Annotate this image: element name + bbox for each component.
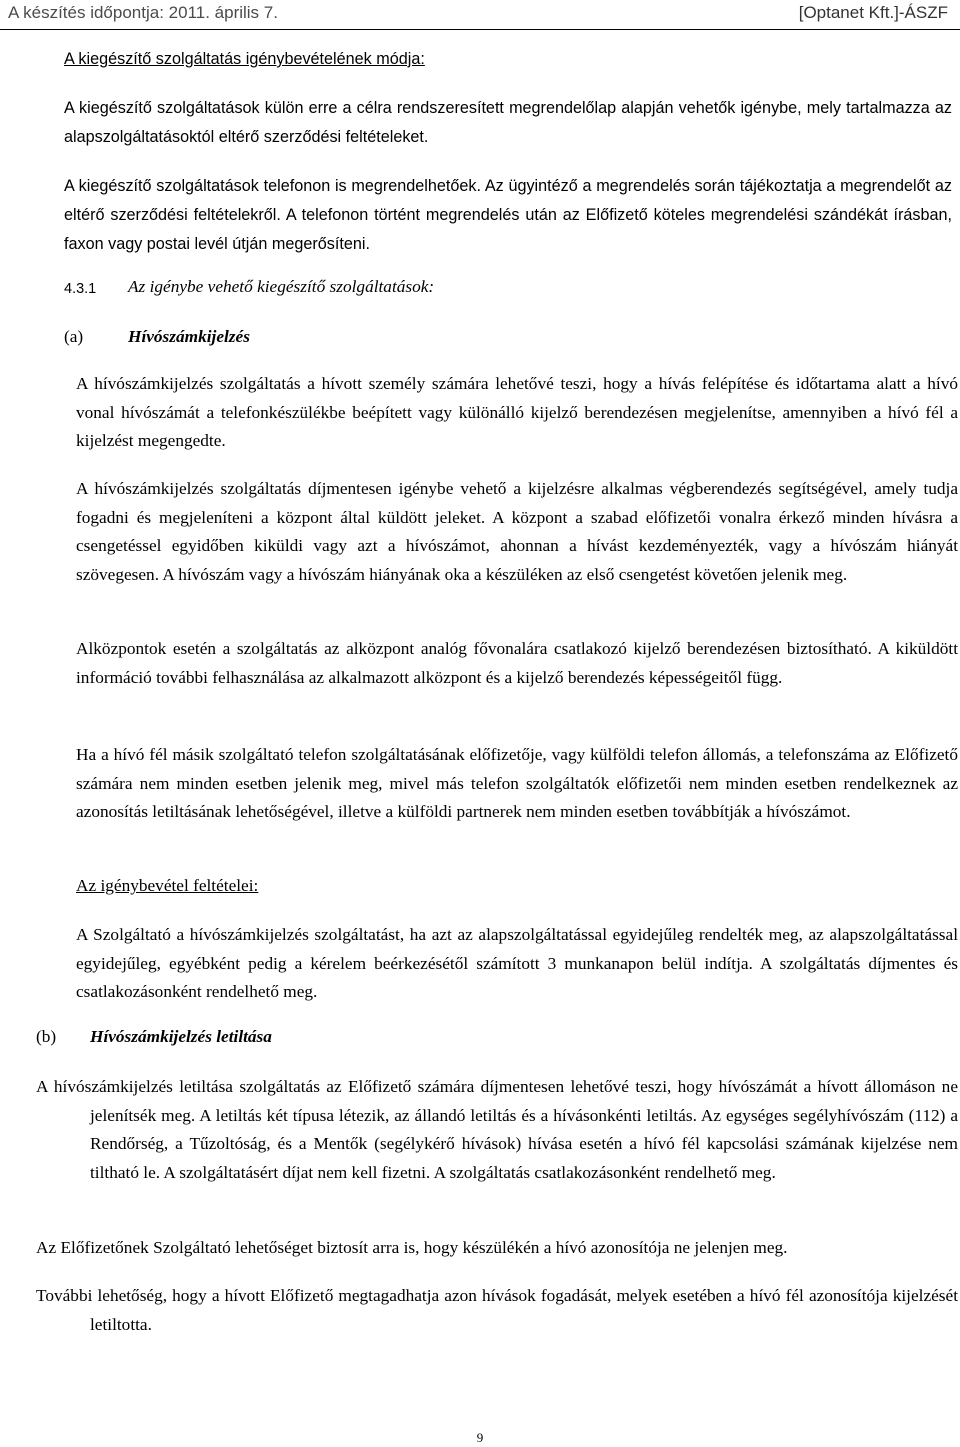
item-a-title: Hívószámkijelzés (128, 327, 250, 346)
intro-paragraph-1: A kiegészítő szolgáltatások külön erre a célra rendszeresített megrendelőlap alapján vehetők igénybe, mely tartalmazza az alapszolgáltatásoktól eltérő szerződési feltételeket. (64, 99, 952, 146)
document-date: A készítés időpontja: 2011. április 7. (8, 3, 278, 22)
page-header (0, 3, 960, 27)
page-number: 9 (476, 1430, 484, 1445)
item-a-paragraph-1: A hívószámkijelzés szolgáltatás a hívott személy számára lehetővé teszi, hogy a hívás felépítése és időtartama alatt a hívó vonal hívószámát a telefonkészülékbe beépített vagy különálló kijelző berendezésen megjelenítse, amennyiben a hívó fél a kijelzést megengedte. (76, 374, 958, 451)
subsection-title: Az igénybe vehető kiegészítő szolgáltatások: (128, 277, 435, 296)
item-b-paragraph-1: A hívószámkijelzés letiltása szolgáltatás az Előfizető számára díjmentesen lehetővé teszi, hogy hívószámát a hívott állomáson ne jelenítsék meg. A letiltás két típusa létezik, az állandó letiltás és a hívásonkénti letiltás. Az egységes segélyhívószám (112) a Rendőrség, a Tűzoltóság, és a Mentők (segélykérő hívások) hívása esetén a hívó fél kapcsolási számának kijelzése nem tiltható le. A szolgáltatásért díjat nem kell fizetni. A szolgáltatás csatlakozásonként rendelhető meg. (36, 1077, 958, 1182)
item-a-paragraph-4: Ha a hívó fél másik szolgáltató telefon szolgáltatásának előfizetője, vagy külföldi telefon állomás, a telefonszáma az Előfizető számára nem minden esetben jelenik meg, mivel más telefon szolgáltatók előfizetői nem minden esetben rendelkeznek az azonosítás letiltásának lehetőségével, illetve a külföldi partnerek nem minden esetben továbbítják a hívószámot. (76, 745, 958, 822)
item-a-label: (a) (64, 327, 84, 346)
header-rule (0, 29, 960, 30)
item-b-paragraph-3: További lehetőség, hogy a hívott Előfizető megtagadhatja azon hívások fogadását, melyek esetében a hívó fél azonosítója kijelzését letiltotta. (36, 1286, 958, 1334)
section-title: A kiegészítő szolgáltatás igénybevételének módja: (64, 50, 425, 68)
item-b-title: Hívószámkijelzés letiltása (90, 1027, 272, 1046)
item-a-paragraph-3: Alközpontok esetén a szolgáltatás az alközpont analóg fővonalára csatlakozó kijelző berendezésen biztosítható. A kiküldött információ további felhasználása az alkalmazott alközpont és a kijelző berendezés képességeitől függ. (76, 639, 958, 687)
conditions-title: Az igénybevétel feltételei: (76, 876, 259, 895)
item-b-paragraph-2: Az Előfizetőnek Szolgáltató lehetőséget biztosít arra is, hogy készülékén a hívó azonosítója ne jelenjen meg. (36, 1238, 788, 1257)
subsection-number: 4.3.1 (64, 281, 97, 297)
intro-paragraph-2: A kiegészítő szolgáltatások telefonon is megrendelhetőek. Az ügyintéző a megrendelés során tájékoztatja a megrendelőt az eltérő szerződési feltételekről. A telefonon történt megrendelés után az Előfizető köteles megrendelési szándékát írásban, faxon vagy postai levél útján megerősíteni. (64, 177, 952, 253)
document-company: [Optanet Kft.]-ÁSZF (798, 3, 948, 22)
item-a-paragraph-2: A hívószámkijelzés szolgáltatás díjmentesen igénybe vehető a kijelzésre alkalmas végberendezés segítségével, amely tudja fogadni és megjeleníteni a központ által küldött jeleket. A központ a szabad előfizetői vonalra érkező minden hívásra a csengetéssel egyidőben kiküldi vagy azt a hívószámot, ahonnan a hívást kezdeményezték, vagy a hívószám hiányát szövegesen. A hívószám vagy a hívószám hiányának oka a készüléken az első csengetést követően jelenik meg. (76, 479, 958, 584)
item-b-label: (b) (36, 1027, 57, 1046)
conditions-text: A Szolgáltató a hívószámkijelzés szolgáltatást, ha azt az alapszolgáltatással egyidejűleg rendelték meg, az alapszolgáltatással egyidejűleg, egyébként pedig a kérelem beérkezésétől számított 3 munkanapon belül indítja. A szolgáltatás díjmentes és csatlakozásonként rendelhető meg. (76, 925, 958, 1002)
